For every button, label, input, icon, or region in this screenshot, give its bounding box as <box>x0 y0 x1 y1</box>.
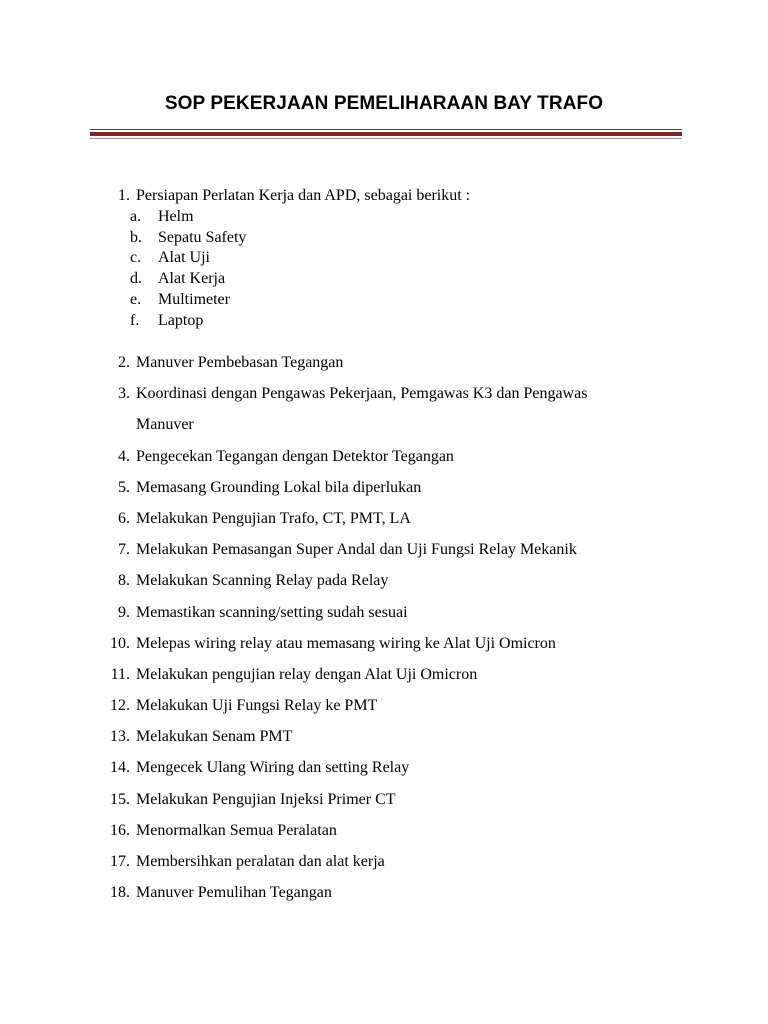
sub-list-text: Alat Kerja <box>158 270 226 287</box>
sub-list-text: Laptop <box>158 312 204 329</box>
list-item-number: 14. <box>110 759 130 776</box>
sub-list-letter: c. <box>130 249 142 266</box>
list-item-number: 18. <box>110 884 130 901</box>
list-item-text: Manuver Pemulihan Tegangan <box>136 884 332 901</box>
sub-list-letter: d. <box>130 270 142 287</box>
title-divider-thick <box>90 132 682 136</box>
list-item-text: Mengecek Ulang Wiring dan setting Relay <box>136 759 410 776</box>
list-item-text: Melakukan Pengujian Trafo, CT, PMT, LA <box>136 510 411 527</box>
list-item-text: Melakukan Pengujian Injeksi Primer CT <box>136 791 396 808</box>
sub-list-letter: f. <box>130 312 140 329</box>
list-item-text: Menormalkan Semua Peralatan <box>136 822 337 839</box>
list-item-number: 17. <box>110 853 130 870</box>
list-item-number: 9. <box>118 604 130 621</box>
sub-list-text: Sepatu Safety <box>158 229 247 246</box>
list-item-number: 3. <box>118 385 130 402</box>
list-item-number: 16. <box>110 822 130 839</box>
list-item-number: 5. <box>118 479 130 496</box>
list-item-number: 11. <box>110 666 130 683</box>
sub-list-text: Alat Uji <box>158 249 210 266</box>
sub-list-letter: a. <box>130 208 142 225</box>
list-item-text: Melakukan Scanning Relay pada Relay <box>136 572 389 589</box>
list-item-number: 10. <box>110 635 130 652</box>
list-item-number: 8. <box>118 572 130 589</box>
list-item-number: 2. <box>118 354 130 371</box>
list-item-number: 13. <box>110 728 130 745</box>
sub-list-text: Helm <box>158 208 194 225</box>
list-item-text: Melakukan Senam PMT <box>136 728 293 745</box>
list-item-text: Melakukan Uji Fungsi Relay ke PMT <box>136 697 378 714</box>
title-divider-top <box>90 129 682 130</box>
list-item-text: Melakukan Pemasangan Super Andal dan Uji Fungsi Relay Mekanik <box>136 541 577 558</box>
page-title: SOP PEKERJAAN PEMELIHARAAN BAY TRAFO <box>164 93 604 114</box>
list-item-number: 12. <box>110 697 130 714</box>
list-item-number: 7. <box>118 541 130 558</box>
list-item-text: Memastikan scanning/setting sudah sesuai <box>136 604 408 621</box>
sub-list-text: Multimeter <box>158 291 230 308</box>
list-item-text: Koordinasi dengan Pengawas Pekerjaan, Pemgawas K3 dan Pengawas <box>136 385 588 402</box>
title-divider-bottom <box>90 138 682 139</box>
sub-list-letter: b. <box>130 229 142 246</box>
list-item-text-continuation: Manuver <box>136 416 194 433</box>
list-item-text: Melepas wiring relay atau memasang wiring ke Alat Uji Omicron <box>136 635 556 652</box>
list-item-text: Persiapan Perlatan Kerja dan APD, sebagai berikut : <box>136 187 471 204</box>
list-item-number: 1. <box>118 187 130 204</box>
list-item-number: 15. <box>110 791 130 808</box>
list-item-text: Manuver Pembebasan Tegangan <box>136 354 344 371</box>
list-item-text: Pengecekan Tegangan dengan Detektor Tegangan <box>136 448 454 465</box>
list-item-number: 4. <box>118 448 130 465</box>
list-item-text: Memasang Grounding Lokal bila diperlukan <box>136 479 422 496</box>
list-item-number: 6. <box>118 510 130 527</box>
list-item-text: Melakukan pengujian relay dengan Alat Uji Omicron <box>136 666 478 683</box>
sub-list-letter: e. <box>130 291 142 308</box>
list-item-text: Membersihkan peralatan dan alat kerja <box>136 853 385 870</box>
